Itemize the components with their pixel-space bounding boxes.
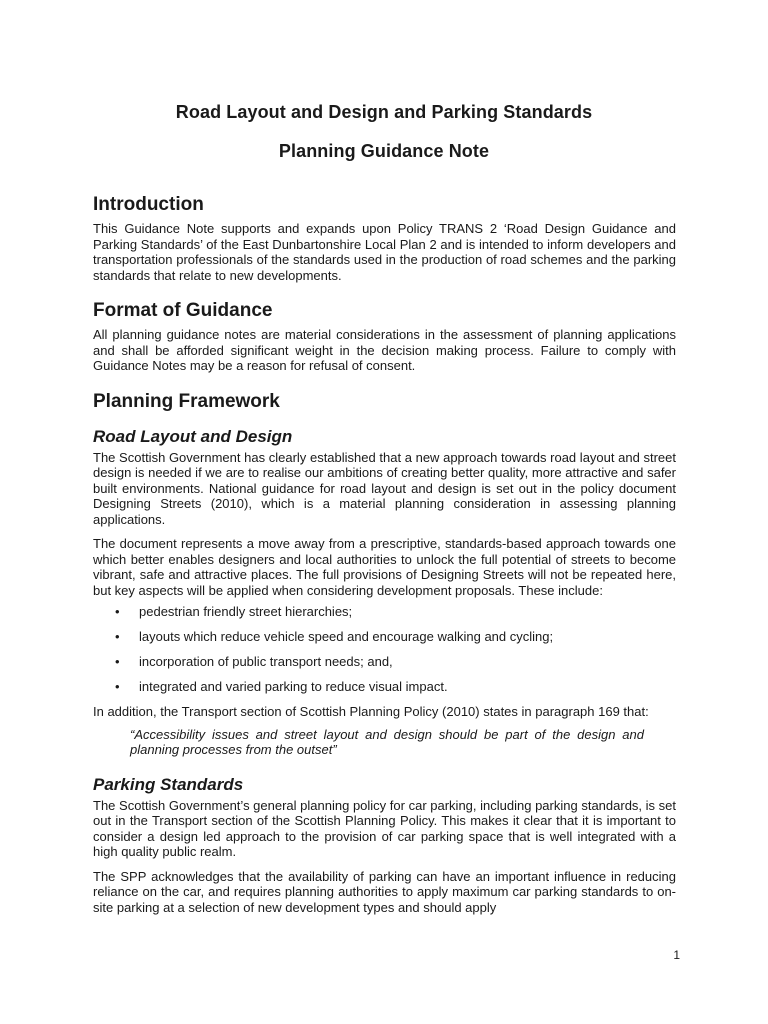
list-item xyxy=(93,679,676,695)
document-title: Road Layout and Design and Parking Standards xyxy=(175,102,593,122)
introduction-section xyxy=(93,193,676,283)
format-section xyxy=(93,299,676,374)
introduction-heading: Introduction xyxy=(93,194,204,215)
parking-paragraph-2: The SPP acknowledges that the availability of parking can have an important influence in reducing reliance on the car, and requires planning authorities to apply maximum car parking standards to on-site parking at a selection of new development types and should apply xyxy=(93,868,676,915)
page-number: 1 xyxy=(673,948,680,962)
road-layout-section xyxy=(93,426,676,758)
list-item xyxy=(93,604,676,620)
framework-section xyxy=(93,390,676,414)
format-paragraph: All planning guidance notes are material considerations in the assessment of planning applications and shall be afforded significant weight in the decision making process. Failure to comply with Guidance Notes may be a reason for refusal of consent. xyxy=(93,327,676,373)
parking-paragraph-1: The Scottish Government’s general planning policy for car parking, including parking standards, is set out in the Transport section of the Scottish Planning Policy. This makes it clear that it is important to consider a design led approach to the provision of car parking space that is well integrated with a high quality public realm. xyxy=(93,797,676,859)
document-subtitle: Planning Guidance Note xyxy=(278,141,490,161)
format-heading: Format of Guidance xyxy=(93,300,273,321)
introduction-paragraph: This Guidance Note supports and expands upon Policy TRANS 2 ‘Road Design Guidance and Parking Standards’ of the East Dunbartonshire Local Plan 2 and is intended to inform developers and transportation professionals of the standards used in the production of road schemes and the parking standards that relate to new developments. xyxy=(93,221,676,283)
list-item-text: pedestrian friendly street hierarchies; xyxy=(139,604,353,619)
policy-quote: “Accessibility issues and street layout and design should be part of the design and planning processes from the outset” xyxy=(130,726,644,757)
parking-heading: Parking Standards xyxy=(93,774,244,794)
road-layout-paragraph-2: The document represents a move away from a prescriptive, standards-based approach towards one which better enables designers and local authorities to unlock the full potential of streets to become vibrant, safe and attractive places. The full provisions of Designing Streets will not be repeated here, but key aspects will be applied when considering development proposals. These include: xyxy=(93,536,676,598)
list-item-text: layouts which reduce vehicle speed and encourage walking and cycling; xyxy=(139,629,554,644)
list-item-text: integrated and varied parking to reduce visual impact. xyxy=(139,679,448,694)
bullet-icon: • xyxy=(115,654,120,669)
road-layout-heading: Road Layout and Design xyxy=(93,426,293,446)
bullet-icon: • xyxy=(115,629,120,644)
list-item xyxy=(93,629,676,645)
road-layout-paragraph-1: The Scottish Government has clearly established that a new approach towards road layout and street design is needed if we are to realise our ambitions of creating better quality, more attractive and safer built environments. National guidance for road layout and design is set out in the policy document Designing Streets (2010), which is a material planning consideration in assessing planning applications. xyxy=(93,449,676,527)
list-item-text: incorporation of public transport needs; and, xyxy=(139,654,393,669)
design-principles-list xyxy=(93,604,676,695)
bullet-icon: • xyxy=(115,679,120,694)
road-layout-paragraph-3: In addition, the Transport section of Scottish Planning Policy (2010) states in paragraph 169 that: xyxy=(93,704,649,719)
bullet-icon: • xyxy=(115,604,120,619)
framework-heading: Planning Framework xyxy=(93,390,280,412)
document-body xyxy=(93,193,676,915)
parking-section xyxy=(93,774,676,916)
list-item xyxy=(93,654,676,670)
